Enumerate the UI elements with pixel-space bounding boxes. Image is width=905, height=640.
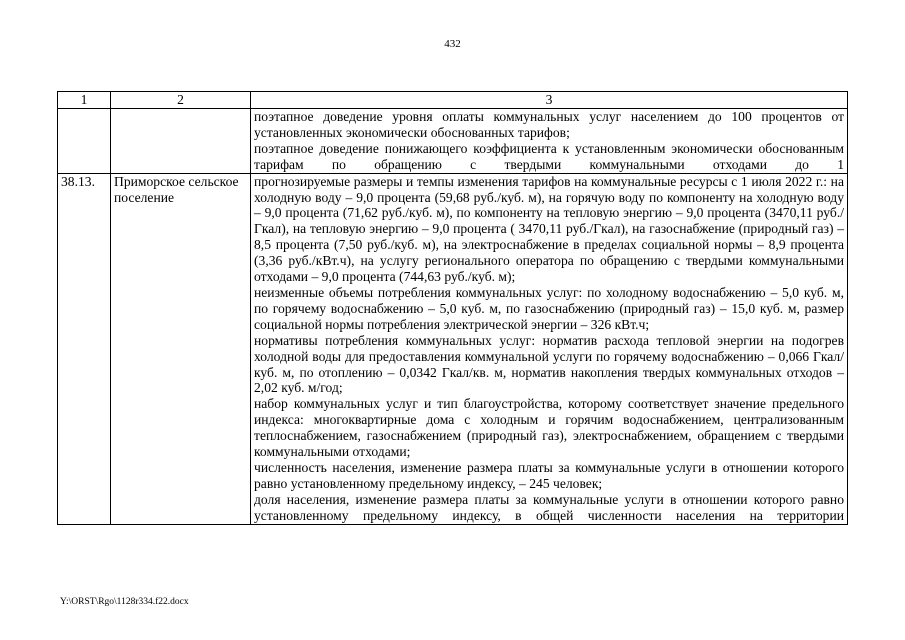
footer-file-path: Y:\ORST\Rgo\1128r334.f22.docx: [60, 597, 189, 607]
content-paragraph: численность населения, изменение размера платы за коммунальные услуги в отношении которого равно установленному предельному индексу, – 245 человек;: [254, 459, 844, 491]
settlement-name-cell: Приморское сельское поселение: [111, 173, 251, 524]
tariff-table: [57, 91, 848, 525]
content-paragraph: неизменные объемы потребления коммунальных услуг: по холодному водоснабжению – 5,0 куб. м, по горячему водоснабжению – 5,0 куб. м, по газоснабжению (природный газ) – 15,0 куб. м, размер социальной нормы потребления электрической энергии – 326 кВт.ч;: [254, 284, 844, 332]
header-cell-1: 1: [58, 92, 111, 109]
continuation-paragraph: поэтапное доведение уровня оплаты коммунальных услуг населением до 100 процентов от установленных экономически обоснованных тарифов;: [254, 109, 844, 140]
table-row: [58, 173, 848, 524]
content-paragraph: нормативы потребления коммунальных услуг: норматив расхода тепловой энергии на подогрев холодной воды для предоставления коммунальной услуги по горячему водоснабжению – 0,066 Гкал/куб. м, по отоплению – 0,0342 Гкал/кв. м, норматив накопления твердых коммунальных отходов – 2,02 куб. м/год;: [254, 332, 844, 396]
continuation-name-cell: [111, 109, 251, 174]
content-paragraph: набор коммунальных услуг и тип благоустройства, которому соответствует значение предельного индекса: многоквартирные дома с холодным и горячим водоснабжением, централизованным теплоснабжением, газоснабжением (природный газ), электроснабжением, обращением с твердыми коммунальными отходами;: [254, 396, 844, 460]
content-paragraph: доля населения, изменение размера платы за коммунальные услуги в отношении которого равно установленному предельному индексу, в общей численности населения на территории: [254, 491, 844, 523]
continuation-row: [58, 109, 848, 174]
continuation-number-cell: [58, 109, 111, 174]
content-paragraph: прогнозируемые размеры и темпы изменения тарифов на коммунальные ресурсы с 1 июля 2022 г.: на холодную воду – 9,0 процента (59,68 руб./куб. м), на горячую воду по компоненту на холодную воду – 9,0 процента (71,62 руб./куб. м), по компоненту на тепловую энергию – 9,0 процента (3470,11 руб./Гкал), на тепловую энергию – 9,0 процента ( 3470,11 руб./Гкал), на газоснабжение (природный газ) – 8,5 процента (7,50 руб./куб. м), на электроснабжение в пределах социальной нормы – 8,9 процента (3,36 руб./кВт.ч), на услугу регионального оператора по обращению с твердыми коммунальными отходами – 9,0 процента (744,63 руб./куб. м);: [254, 173, 844, 285]
continuation-content-cell: [251, 109, 848, 174]
row-content-cell: [251, 173, 848, 524]
page-number: 432: [444, 38, 461, 50]
continuation-paragraph: поэтапное доведение понижающего коэффициента к установленным экономически обоснованным тарифам по обращению с твердыми коммунальными отходами до 1: [254, 140, 844, 172]
row-number-cell: 38.13.: [58, 173, 111, 524]
header-cell-3: 3: [251, 92, 848, 109]
header-cell-2: 2: [111, 92, 251, 109]
table-header-row: [58, 92, 848, 109]
